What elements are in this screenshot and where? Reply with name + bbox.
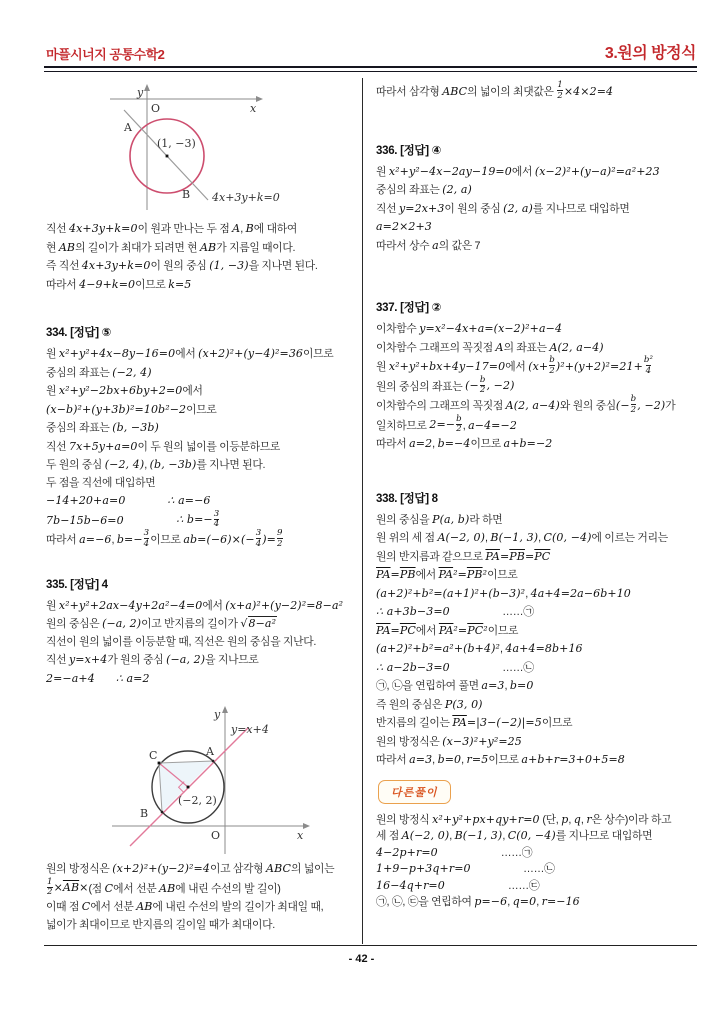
solution-line: 원의 방정식 x²+y²+px+qy+r=0 (단, p, q, r은 상수)이라 하고 [376, 812, 672, 826]
solution-line: a=2×2+3 [376, 220, 432, 234]
x-axis-arrow [303, 823, 310, 829]
solution-line: 원의 방정식은 (x+2)²+(y−2)²=4이고 삼각형 ABC의 넓이는 [46, 862, 335, 876]
header-rule [44, 66, 697, 72]
footer-rule [44, 945, 697, 946]
solution-line: 중심의 좌표는 (2, a) [376, 183, 472, 197]
y-axis-label: y [137, 86, 144, 99]
origin-label: O [151, 102, 161, 115]
problem-337-block [376, 299, 698, 454]
solution-line: 원 x²+y²+4x−8y−16=0에서 (x+2)²+(y−4)²=36이므로 [46, 347, 334, 360]
solution-line: 따라서 a=3, b=0, r=5이므로 a+b+r=3+0+5=8 [376, 753, 625, 767]
solution-line: 이차함수 y=x²−4x+a=(x−2)²+a−4 [376, 322, 563, 336]
point-c-label: C [149, 749, 158, 763]
solution-line: 따라서 a=−6, b=− $\frac{3}{4}$ 이므로 ab=(−6)×(− $\frac{3}{4}$ )= $\frac{9}{2}$ [46, 528, 283, 549]
alt-solution-block [376, 812, 698, 911]
solution-line: 1+9−p+3q+r=0 ……㉡ [376, 862, 555, 876]
figure-circle-triangle-diagram [100, 704, 325, 856]
alt-solution-badge-row [378, 780, 698, 804]
outro-solution-block [46, 860, 358, 934]
x-axis-label: x [250, 102, 257, 115]
solution-line: 즉 직선 4x+3y+k=0이 원의 중심 (1, −3)을 지나면 된다. [46, 259, 318, 272]
solution-line: 4−2p+r=0 ……㉠ [376, 845, 533, 859]
column-divider [362, 78, 363, 944]
header-chapter-title: 3.원의 방정식 [604, 45, 696, 62]
problem-336-heading: 336. [정답] ④ [376, 144, 442, 157]
problem-334-block [46, 324, 358, 550]
solution-line: 원 x²+y²−4x−2ay−19=0에서 (x−2)²+(y−a)²=a²+23 [376, 164, 660, 178]
solution-line: 2=−a+4 ∴ a=2 [46, 671, 150, 685]
alt-solution-badge: 다른풀이 [378, 780, 451, 804]
solution-line: 16−4q+r=0 ……㉢ [376, 878, 540, 892]
solution-line: 직선이 원의 넓이를 이등분할 때, 직선은 원의 중심을 지난다. [46, 635, 317, 648]
y-axis-arrow [144, 84, 150, 91]
x-axis-label: x [297, 829, 304, 843]
solution-line: ∴ a+3b−3=0 ……㉠ [376, 605, 534, 619]
solution-line: 원 x²+y²−2bx+6by+2=0에서 [46, 384, 203, 397]
solution-line: 따라서 a=2, b=−4이므로 a+b=−2 [376, 437, 553, 451]
solution-line: ㉠, ㉡을 연립하여 풀면 a=3, b=0 [376, 679, 534, 693]
line-equation-label: 4x+3y+k=0 [212, 191, 280, 204]
solution-line: 원의 중심을 P(a, b)라 하면 [376, 512, 503, 526]
point-a [212, 760, 214, 762]
point-b [161, 811, 163, 813]
solution-line: 원 x²+y²+2ax−4y+2a²−4=0에서 (x+a)²+(y−2)²=8−a² [46, 598, 344, 612]
center-point [166, 155, 169, 158]
y-axis-label: y [214, 708, 221, 722]
solution-line: 원의 반지름과 같으므로 $\overline{PA}=\overline{PB}=\overline{PC}$ [376, 549, 551, 563]
continued-solution-block [376, 82, 698, 102]
point-b-label: B [140, 807, 149, 821]
solution-line: 따라서 삼각형 ABC의 넓이의 최댓값은 $\frac{1}{2}$ ×4×2=4 [376, 80, 614, 101]
solution-line: 직선 7x+5y+a=0이 두 원의 넓이를 이등분하므로 [46, 439, 280, 453]
solution-line: 직선 y=x+4가 원의 중심 (−a, 2)을 지나므로 [46, 653, 259, 667]
y-axis-arrow [222, 706, 228, 713]
solution-line: 따라서 4−9+k=0이므로 k=5 [46, 277, 192, 291]
point-a-label: A [124, 121, 132, 134]
solution-line: (a+2)²+b²=a²+(b+4)², 4a+4=8b+16 [376, 642, 583, 656]
solution-line: 세 점 A(−2, 0), B(−1, 3), C(0, −4)를 지나므로 대입하면 [376, 829, 653, 843]
solution-line: 넓이가 최대이므로 반지름의 길이일 때가 최대이다. [46, 918, 275, 931]
solution-line: 원 위의 세 점 A(−2, 0), B(−1, 3), C(0, −4)에 이르는 거리는 [376, 531, 668, 545]
origin-label: O [211, 829, 221, 843]
solution-line: 원의 중심의 좌표는 (− $\frac{b}{2}$ , −2) [376, 374, 515, 396]
x-axis-arrow [256, 96, 263, 102]
point-b-label: B [182, 188, 191, 201]
problem-334-heading: 334. [정답] ⑤ [46, 327, 112, 339]
left-column [46, 80, 358, 942]
solution-line: 중심의 좌표는 (b, −3b) [46, 421, 159, 434]
problem-337-heading: 337. [정답] ② [376, 302, 442, 315]
solution-line: 이차함수 그래프의 꼭짓점 A의 좌표는 A(2, a−4) [376, 340, 604, 354]
solution-line: ㉠, ㉡, ㉢을 연립하여 p=−6, q=0, r=−16 [376, 895, 580, 909]
problem-336-block [376, 142, 698, 256]
solution-line: 즉 원의 중심은 P(3, 0) [376, 697, 483, 711]
solution-line: −14+20+a=0 ∴ a=−6 [46, 494, 211, 507]
solution-line: 직선 y=2x+3이 원의 중심 (2, a)를 지나므로 대입하면 [376, 201, 630, 215]
solution-line: (a+2)²+b²=(a+1)²+(b−3)², 4a+4=2a−6b+10 [376, 586, 631, 600]
solution-line: 두 원의 중심 (−2, 4), (b, −3b)를 지나면 된다. [46, 458, 266, 471]
line-equation-label: y=x+4 [231, 723, 269, 737]
solution-line: ∴ a−2b−3=0 ……㉡ [376, 660, 534, 674]
solution-line: 두 점을 직선에 대입하면 [46, 476, 156, 489]
solution-line: 이차함수의 그래프의 꼭짓점 A(2, a−4)와 원의 중심(− $\frac{b}{2}$ , −2)가 [376, 394, 676, 415]
problem-335-heading: 335. [정답] 4 [46, 578, 108, 591]
header-series-title: 마플시너지 공통수학2 [46, 47, 165, 62]
solution-line: 원의 중심은 (−a, 2)이고 반지름의 길이가 √8−a² [46, 617, 277, 631]
center-coordinates-label: (1, −3) [157, 137, 196, 150]
solution-line: 일치하므로 2=− $\frac{b}{2}$ , a−4=−2 [376, 413, 517, 435]
point-c [158, 762, 161, 765]
solution-line: 7b−15b−6=0 ∴ b=− $\frac{3}{4}$ [46, 508, 220, 530]
page-number: - 42 - [348, 953, 375, 965]
solution-line: $\frac{1}{2}$ $\times\overline{AB}\times$(점 C에서 선분 AB에 내린 수선의 발 길이) [47, 876, 281, 898]
solution-line: 원의 방정식은 (x−3)²+y²=25 [376, 734, 522, 748]
solution-line: 이때 점 C에서 선분 AB에 내린 수선의 발의 길이가 최대일 때, [46, 900, 324, 914]
problem-338-block [376, 490, 698, 911]
point-a-label: A [206, 745, 214, 759]
solution-line: 현 AB의 길이가 최대가 되려면 현 AB가 지름일 때이다. [46, 240, 296, 254]
solution-line: 반지름의 길이는 $\overline{PA}=|3-(-2)|=5$이므로 [376, 716, 573, 730]
problem-335-block [46, 576, 358, 689]
right-column [376, 80, 698, 942]
intro-solution-block [46, 220, 358, 294]
center-point [187, 786, 190, 789]
problem-338-heading: 338. [정답] 8 [376, 492, 438, 505]
solution-line: 따라서 상수 a의 값은 7 [376, 238, 481, 252]
solution-line: (x−b)²+(y+3b)²=10b²−2이므로 [46, 402, 217, 416]
solution-line: $\overline{PA}=\overline{PB}$에서 $\overline{PA}^2=\overline{PB}^2$이므로 [376, 568, 518, 582]
figure-circle-chord-diagram [94, 84, 342, 212]
solution-line: 원 x²+y²+bx+4y−17=0에서 (x+ $\frac{b}{2}$ )²+(y+2)²=21+ $\frac{\text{b²}}{4}$ [376, 355, 654, 376]
solution-line: $\overline{PA}=\overline{PC}$에서 $\overline{PA}^2=\overline{PC}^2$이므로 [376, 623, 519, 637]
solution-line: 중심의 좌표는 (−2, 4) [46, 365, 152, 379]
center-coordinates-label: (−2, 2) [178, 794, 217, 808]
solution-line: 직선 4x+3y+k=0이 원과 만나는 두 점 A, B에 대하여 [46, 222, 298, 235]
